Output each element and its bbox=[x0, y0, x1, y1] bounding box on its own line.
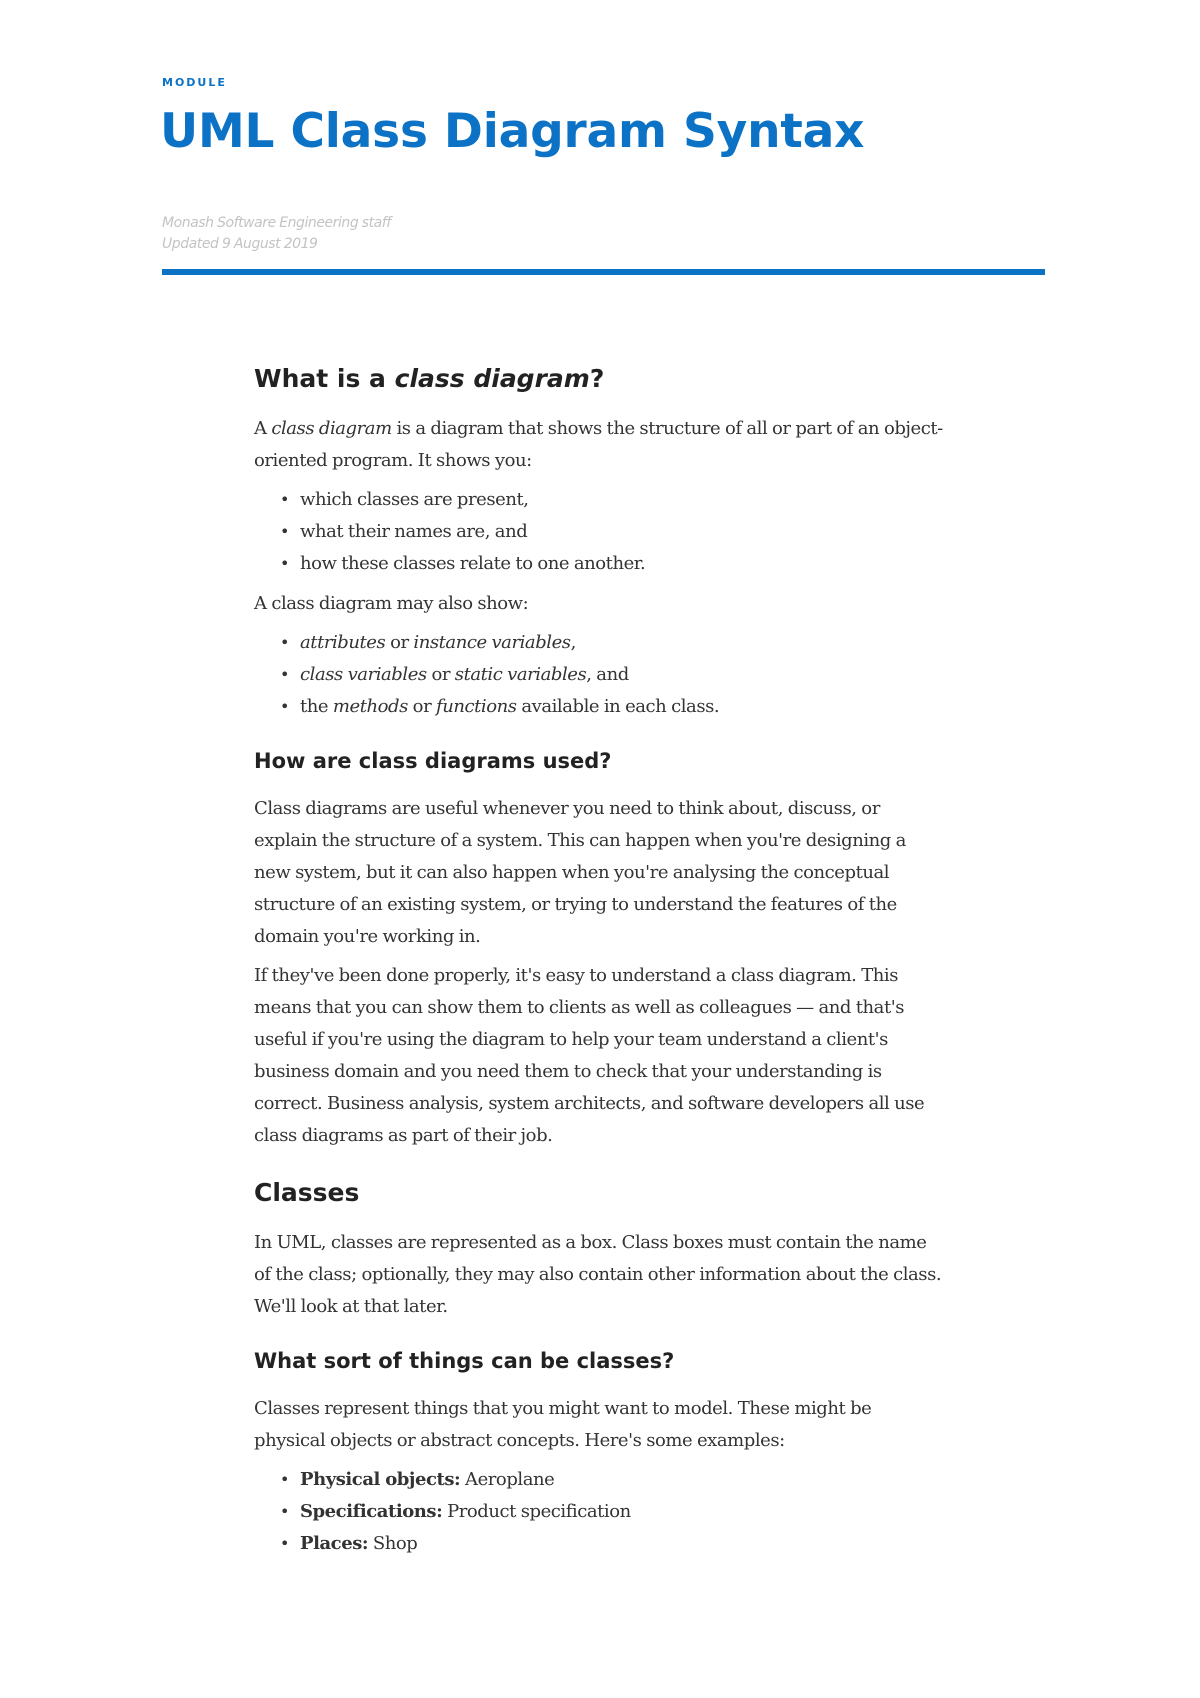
list-item bbox=[254, 627, 944, 659]
paragraph: Class diagrams are useful whenever you need to think about, discuss, or explain the structure of a system. This can happen when you're designing a new system, but it can also happen when you're analysing the conceptual structure of an existing system, or trying to understand the features of the domain you're working in. bbox=[254, 798, 906, 947]
emphasis: class variables bbox=[300, 664, 427, 685]
list-item bbox=[254, 1528, 944, 1560]
text: , bbox=[570, 632, 576, 653]
bullet-icon: • bbox=[280, 697, 289, 716]
heading-text: What is a bbox=[254, 364, 395, 393]
paragraph: A class diagram may also show: bbox=[254, 593, 529, 614]
section-heading-what-is bbox=[254, 364, 944, 393]
document-body bbox=[254, 364, 944, 1560]
updated-date: Updated 9 August 2019 bbox=[162, 236, 318, 252]
text: available in each class. bbox=[516, 696, 720, 717]
bullet-list bbox=[254, 484, 944, 580]
section-heading-classes: Classes bbox=[254, 1178, 360, 1207]
text: , and bbox=[586, 664, 629, 685]
emphasis: attributes bbox=[300, 632, 386, 653]
list-item-text: which classes are present, bbox=[300, 489, 529, 510]
bullet-icon: • bbox=[280, 1534, 289, 1553]
section-heading-what-sort: What sort of things can be classes? bbox=[254, 1349, 675, 1373]
item-value: Product specification bbox=[442, 1501, 631, 1522]
item-value: Aeroplane bbox=[460, 1469, 555, 1490]
item-label: Places: bbox=[300, 1533, 369, 1554]
heading-text: ? bbox=[589, 364, 605, 393]
list-item-text: how these classes relate to one another. bbox=[300, 553, 646, 574]
list-item bbox=[254, 691, 944, 723]
bullet-icon: • bbox=[280, 554, 289, 573]
module-kicker: MODULE bbox=[162, 76, 227, 89]
author-line: Monash Software Engineering staff bbox=[162, 215, 391, 231]
list-item bbox=[254, 516, 944, 548]
list-item bbox=[254, 1496, 944, 1528]
emphasis: methods bbox=[332, 696, 408, 717]
list-item bbox=[254, 659, 944, 691]
header-divider bbox=[162, 269, 1045, 275]
text: is a diagram that shows the structure of all or part of an object-oriented program. It shows you: bbox=[254, 418, 943, 471]
section-heading-how-used: How are class diagrams used? bbox=[254, 749, 612, 773]
paragraph: If they've been done properly, it's easy to understand a class diagram. This means that you can show them to clients as well as colleagues — and that's useful if you're using the diagram to help your team understand a client's business domain and you need them to check that your understanding is correct. Business analysis, system architects, and software developers all use class diagrams as part of their job. bbox=[254, 965, 925, 1146]
emphasis: functions bbox=[436, 696, 517, 717]
list-item bbox=[254, 484, 944, 516]
text: or bbox=[407, 696, 436, 717]
bullet-icon: • bbox=[280, 1502, 289, 1521]
list-item bbox=[254, 548, 944, 580]
bullet-icon: • bbox=[280, 633, 289, 652]
paragraph bbox=[254, 413, 944, 477]
emphasis: static variables bbox=[454, 664, 587, 685]
item-label: Specifications: bbox=[300, 1501, 443, 1522]
emphasis: instance variables bbox=[413, 632, 571, 653]
text: or bbox=[385, 632, 414, 653]
bullet-icon: • bbox=[280, 490, 289, 509]
heading-emphasis: class diagram bbox=[394, 364, 590, 393]
text: the bbox=[300, 696, 333, 717]
bullet-icon: • bbox=[280, 665, 289, 684]
paragraph: Classes represent things that you might want to model. These might be physical objects or abstract concepts. Here's some examples: bbox=[254, 1398, 872, 1451]
emphasis: class diagram bbox=[271, 418, 392, 439]
bullet-icon: • bbox=[280, 1470, 289, 1489]
list-item bbox=[254, 1464, 944, 1496]
bullet-list bbox=[254, 627, 944, 723]
paragraph: In UML, classes are represented as a box. Class boxes must contain the name of the class; optionally, they may also contain other information about the class. We'll look at that later. bbox=[254, 1232, 942, 1317]
item-value: Shop bbox=[368, 1533, 418, 1554]
bullet-icon: • bbox=[280, 522, 289, 541]
document-title: UML Class Diagram Syntax bbox=[160, 104, 865, 159]
text: A bbox=[254, 418, 272, 439]
text: or bbox=[426, 664, 455, 685]
item-label: Physical objects: bbox=[300, 1469, 461, 1490]
list-item-text: what their names are, and bbox=[300, 521, 528, 542]
bullet-list bbox=[254, 1464, 944, 1560]
